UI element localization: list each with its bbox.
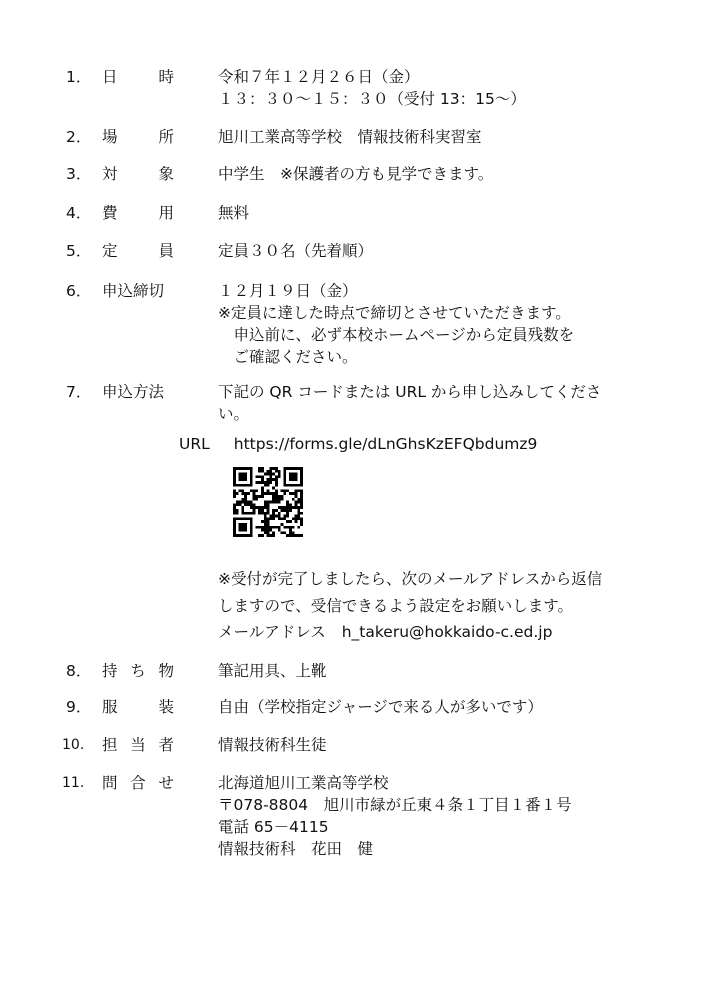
item-value [218, 381, 601, 425]
value-line: １３：３０～１５：３０（受付 13：15～） [218, 90, 526, 108]
qr-code[interactable] [233, 467, 303, 537]
form-url-link[interactable]: https://forms.gle/dLnGhsKzEFQbdumz9 [233, 435, 538, 453]
label-char: ち [130, 662, 146, 680]
item-label [102, 772, 174, 794]
reply-notice [218, 568, 602, 622]
label-char: 所 [158, 128, 174, 146]
value-line: ※定員に達した時点で締切とさせていただきます。 [218, 304, 571, 322]
item-number: 9． [66, 698, 92, 716]
item-number: 7． [66, 383, 92, 401]
value-line: 自由（学校指定ジャージで来る人が多いです） [218, 698, 543, 716]
label-char: 場 [102, 128, 118, 146]
item-number: 10. [62, 737, 85, 753]
item-label [102, 660, 174, 682]
item-value [218, 734, 327, 756]
item-number: 6． [66, 282, 92, 300]
item-value [218, 772, 572, 860]
url-label: URL [179, 435, 210, 453]
label-char: 員 [158, 242, 174, 260]
value-line: 電話 65－4115 [218, 818, 329, 836]
item-label [102, 696, 174, 718]
value-line: 申込前に、必ず本校ホームページから定員残数を [218, 326, 575, 344]
value-line: 令和７年１２月２６日（金） [218, 68, 420, 86]
value-line: 筆記用具、上靴 [218, 662, 327, 680]
label-char: せ [158, 774, 174, 792]
label-char: 時 [158, 68, 174, 86]
label-char: 装 [158, 698, 174, 716]
label-char: 物 [158, 662, 174, 680]
value-line: ご確認ください。 [218, 348, 358, 366]
item-number: 8． [66, 662, 92, 680]
item-number: 3． [66, 165, 92, 183]
item-value [218, 240, 373, 262]
value-line: 下記の QR コードまたは URL から申し込みしてくださ [218, 383, 602, 401]
value-line: 情報技術科 花田 健 [218, 840, 374, 858]
item-value [218, 696, 543, 718]
item-number: 1． [66, 68, 92, 86]
value-line: 無料 [218, 204, 250, 222]
label-char: 担 [102, 736, 118, 754]
email-line [218, 621, 552, 643]
email-label: メールアドレス [218, 623, 326, 641]
value-line: 中学生 ※保護者の方も見学できます。 [218, 165, 494, 183]
value-line: 〒078-8804 旭川市緑が丘東４条１丁目１番１号 [218, 796, 572, 814]
item-value [218, 163, 493, 185]
value-line: い。 [218, 405, 250, 423]
label-char: 問 [102, 774, 118, 792]
item-label [102, 66, 174, 88]
email-address-link[interactable]: h_takeru@hokkaido-c.ed.jp [341, 623, 553, 641]
item-value [218, 660, 327, 682]
item-number: 2． [66, 128, 92, 146]
label-char: 当 [130, 736, 146, 754]
item-label: 申込締切 [102, 282, 165, 300]
value-line: 旭川工業高等学校 情報技術科実習室 [218, 128, 482, 146]
item-number: 11. [62, 775, 85, 791]
item-label: 申込方法 [102, 383, 165, 401]
label-char: 費 [102, 204, 118, 222]
item-number: 4． [66, 204, 92, 222]
label-char: 用 [158, 204, 174, 222]
value-line: １２月１９日（金） [218, 282, 358, 300]
notice-line: しますので、受信できるよう設定をお願いします。 [218, 597, 573, 615]
url-line [179, 433, 537, 455]
label-char: 定 [102, 242, 118, 260]
label-char: 日 [102, 68, 118, 86]
value-line: 情報技術科生徒 [218, 736, 327, 754]
label-char: 服 [102, 698, 118, 716]
value-line: 北海道旭川工業高等学校 [218, 774, 389, 792]
label-char: 象 [158, 165, 174, 183]
item-label [102, 163, 174, 185]
label-char: 者 [158, 736, 174, 754]
notice-line: ※受付が完了しましたら、次のメールアドレスから返信 [218, 570, 603, 588]
label-char: 対 [102, 165, 118, 183]
item-label [102, 202, 174, 224]
value-line: 定員３０名（先着順） [218, 242, 374, 260]
item-value [218, 280, 574, 368]
label-char: 合 [130, 774, 146, 792]
item-label [102, 126, 174, 148]
item-value [218, 202, 249, 224]
item-value [218, 126, 482, 148]
item-label [102, 734, 174, 756]
item-label [102, 240, 174, 262]
item-value [218, 66, 526, 110]
item-number: 5． [66, 242, 92, 260]
label-char: 持 [102, 662, 118, 680]
